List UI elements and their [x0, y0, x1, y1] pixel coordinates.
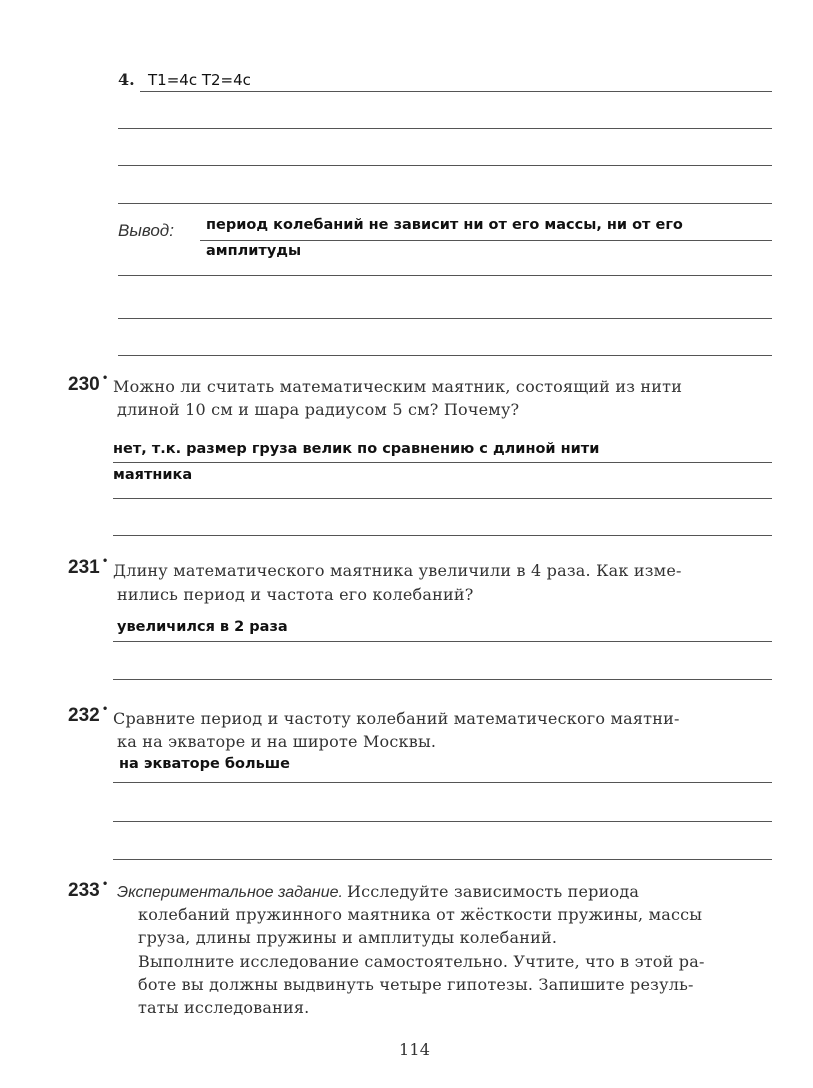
answer-text: нет, т.к. размер груза велик по сравнению с длиной нити [113, 441, 600, 457]
difficulty-mark: • [103, 553, 108, 567]
question-number: 232 [68, 705, 100, 726]
question-text: Можно ли считать математическим маятник, состоящий из нити [113, 377, 683, 396]
answer-line [113, 641, 772, 642]
answer-line [113, 679, 772, 680]
answer-line [113, 782, 772, 783]
question-number: 233 [68, 880, 100, 901]
answer-line [113, 535, 772, 536]
answer-line [113, 859, 772, 860]
answer-text: T1=4c T2=4c [148, 71, 251, 89]
answer-text: увеличился в 2 раза [117, 619, 288, 635]
page-number: 114 [399, 1040, 431, 1059]
answer-line [118, 128, 772, 129]
conclusion-text: период колебаний не зависит ни от его массы, ни от его [206, 217, 683, 233]
question-text: таты исследования. [138, 998, 310, 1017]
conclusion-label: Вывод: [118, 221, 174, 240]
question-text: Длину математического маятника увеличили в 4 раза. Как изме- [113, 561, 682, 580]
question-text: груза, длины пружины и амплитуды колебаний. [138, 928, 558, 947]
question-first-line [117, 882, 639, 902]
answer-line [118, 275, 772, 276]
answer-line [113, 821, 772, 822]
answer-line [118, 318, 772, 319]
answer-line [113, 498, 772, 499]
question-text: колебаний пружинного маятника от жёсткости пружины, массы [138, 905, 703, 924]
question-text: Выполните исследование самостоятельно. Учтите, что в этой ра- [138, 952, 705, 971]
answer-line [118, 355, 772, 356]
question-text: Исследуйте зависимость периода [346, 882, 640, 901]
answer-line [200, 240, 772, 241]
question-text: нились период и частота его колебаний? [117, 585, 474, 604]
answer-line [113, 462, 772, 463]
question-number: 231 [68, 557, 100, 578]
answer-line [118, 165, 772, 166]
question-text: Сравните период и частоту колебаний математического маятни- [113, 709, 680, 728]
task-type: Экспериментальное задание. [117, 884, 343, 901]
question-number: 230 [68, 374, 100, 395]
answer-line [118, 203, 772, 204]
difficulty-mark: • [103, 370, 108, 384]
answer-text: маятника [113, 467, 193, 483]
question-text: боте вы должны выдвинуть четыре гипотезы. Запишите резуль- [138, 975, 694, 994]
item-number: 4. [118, 70, 135, 89]
answer-line [140, 91, 772, 92]
difficulty-mark: • [103, 701, 108, 715]
conclusion-text: амплитуды [206, 243, 302, 259]
difficulty-mark: • [103, 876, 108, 890]
question-text: длиной 10 см и шара радиусом 5 см? Почему? [117, 400, 520, 419]
question-text: ка на экваторе и на широте Москвы. [117, 732, 437, 751]
answer-text: на экваторе больше [119, 756, 290, 772]
